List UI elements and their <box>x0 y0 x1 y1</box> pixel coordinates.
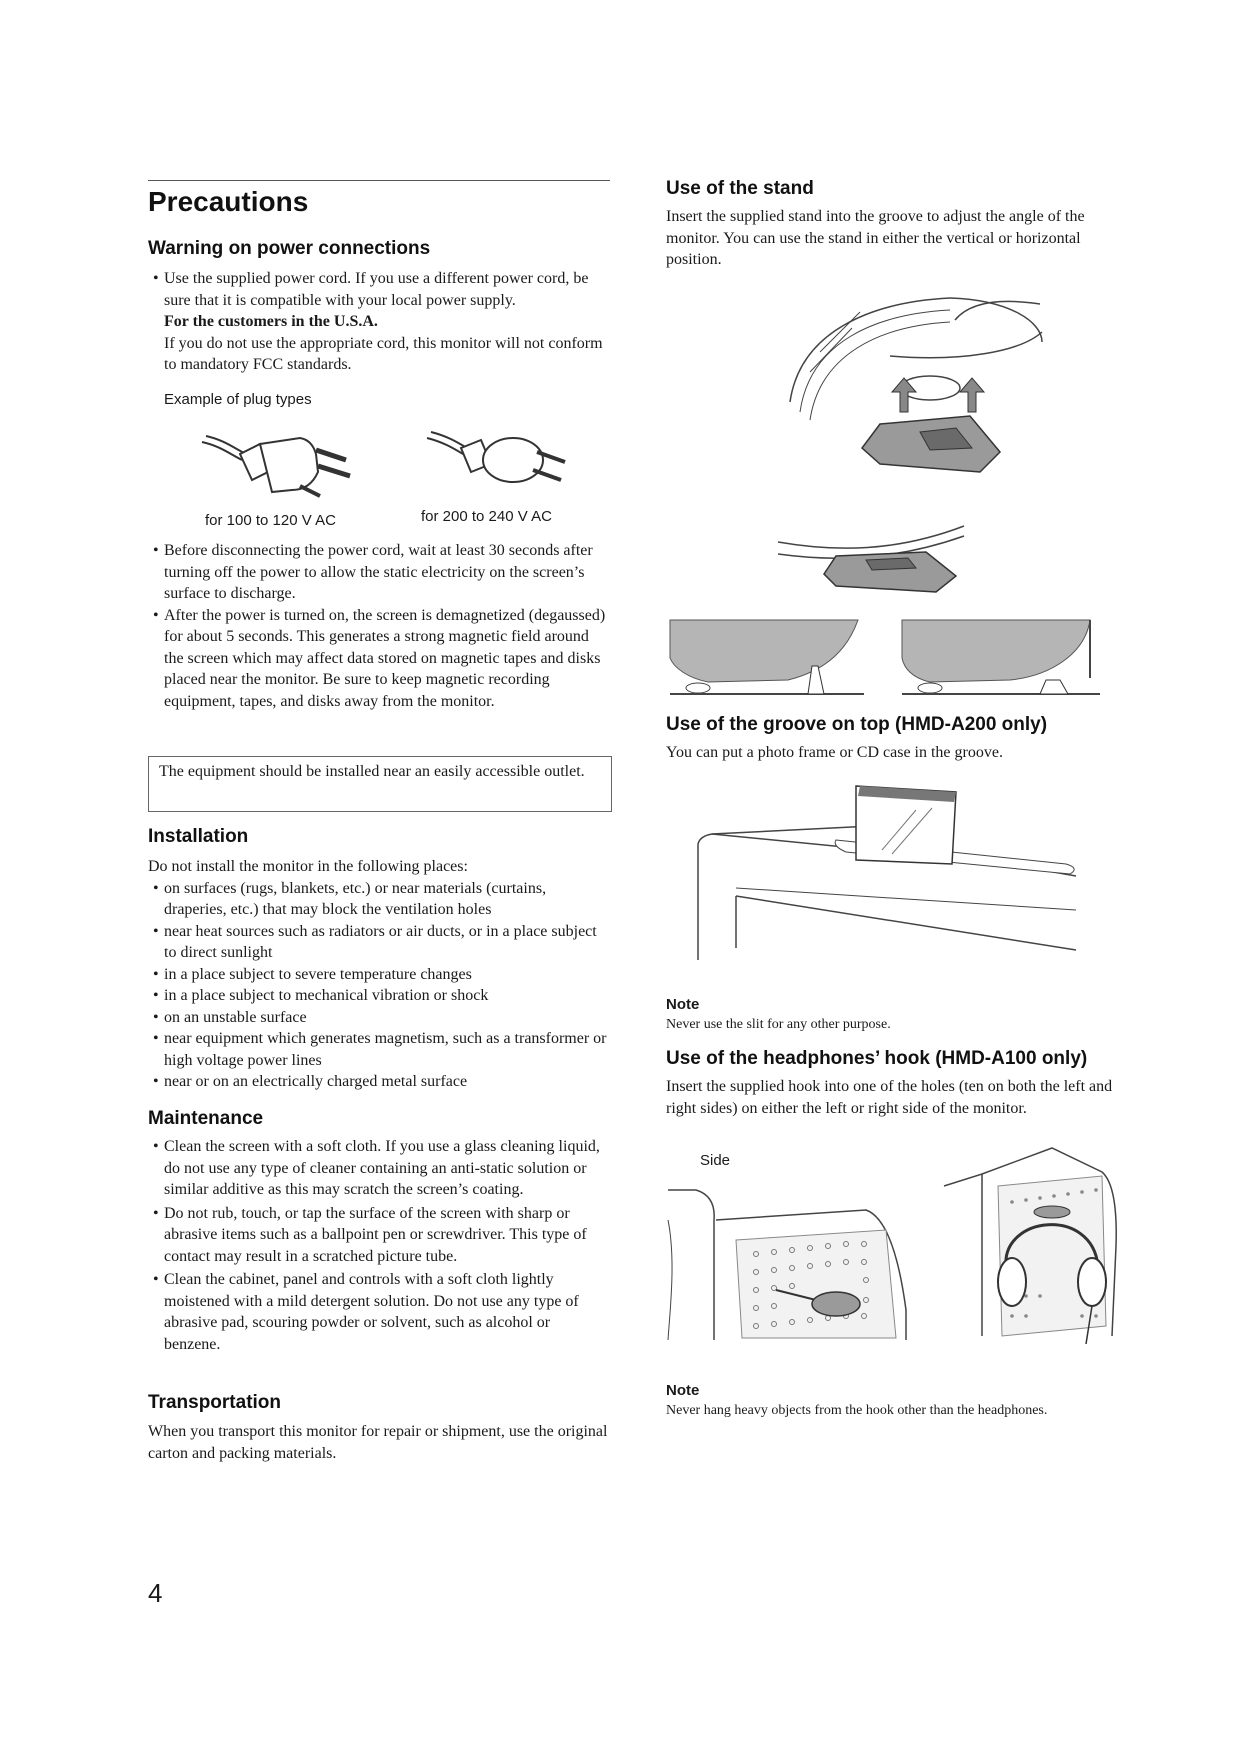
installation-intro: Do not install the monitor in the following places: <box>148 858 468 875</box>
maintenance-item: • Clean the cabinet, panel and controls with a soft cloth lightly moistened with a mild detergent solution. Do not use any type of abrasive pad, scouring powder or solvent, such as alcohol or benzene. <box>148 1269 610 1355</box>
warning-bullet-3: • After the power is turned on, the screen is demagnetized (degaussed) for about 5 seconds. This generates a strong magnetic field around the screen which may affect data stored on magnetic tapes and disks placed near the monitor. Be sure to keep magnetic recording equipment, tapes, and disks away from the monitor. <box>148 605 610 713</box>
stand-horizontal-illustration <box>900 618 1100 698</box>
hook-note-heading: Note <box>666 1382 700 1399</box>
maintenance-item: • Clean the screen with a soft cloth. If you use a glass cleaning liquid, do not use any type of cleaner containing an anti-static solution or similar additive as this may scratch the screen’s coating. <box>148 1136 610 1201</box>
installation-item: • near or on an electrically charged metal surface <box>148 1071 610 1093</box>
installation-heading: Installation <box>148 826 249 847</box>
warning-bullet-2: • Before disconnecting the power cord, wait at least 30 seconds after turning off the power to allow the static electricity on the screen’s surface to discharge. <box>148 540 610 605</box>
groove-illustration <box>696 780 1086 960</box>
hook-heading: Use of the headphones’ hook (HMD-A100 only) <box>666 1048 1088 1069</box>
stand-text: Insert the supplied stand into the groove to adjust the angle of the monitor. You can use the stand in either the vertical or horizontal position. <box>666 208 1085 268</box>
installation-item: • near equipment which generates magnetism, such as a transformer or high voltage power lines <box>148 1028 610 1071</box>
maintenance-heading: Maintenance <box>148 1108 264 1129</box>
hook-insert-illustration <box>666 1160 916 1340</box>
hook-text: Insert the supplied hook into one of the holes (ten on both the left and right sides) on either the left or right side of the monitor. <box>666 1078 1113 1117</box>
installation-item: • near heat sources such as radiators or air ducts, or in a place subject to direct sunlight <box>148 921 610 964</box>
usa-customers-label: For the customers in the U.S.A. <box>164 313 378 330</box>
warning-bullet-1: • Use the supplied power cord. If you use a different power cord, be sure that it is compatible with your local power supply. <box>148 268 610 311</box>
stand-vertical-illustration <box>668 618 868 698</box>
stand-insert-illustration <box>780 292 1070 482</box>
maintenance-item: • Do not rub, touch, or tap the surface of the screen with sharp or abrasive items such as a ballpoint pen or screwdriver. This type of contact may result in a scratched picture tube. <box>148 1203 610 1268</box>
groove-note-heading: Note <box>666 996 700 1013</box>
installation-item: • on surfaces (rugs, blankets, etc.) or near materials (curtains, draperies, etc.) that may block the ventilation holes <box>148 878 610 921</box>
boxed-note: The equipment should be installed near an easily accessible outlet. <box>148 756 612 812</box>
stand-heading: Use of the stand <box>666 178 814 199</box>
title-rule <box>148 180 610 181</box>
plug1-caption: for 100 to 120 V AC <box>205 512 336 529</box>
eu-plug-icon <box>425 432 575 497</box>
hook-note-text: Never hang heavy objects from the hook other than the headphones. <box>666 1403 1048 1418</box>
installation-item: • on an unstable surface <box>148 1007 610 1029</box>
warning-heading: Warning on power connections <box>148 238 431 259</box>
groove-text: You can put a photo frame or CD case in the groove. <box>666 744 1003 761</box>
transportation-text: When you transport this monitor for repair or shipment, use the original carton and packing materials. <box>148 1423 608 1462</box>
plug2-caption: for 200 to 240 V AC <box>421 508 552 525</box>
page-number: 4 <box>148 1578 163 1608</box>
installation-item: • in a place subject to severe temperature changes <box>148 964 610 986</box>
installation-section <box>148 856 610 1093</box>
headphones-hook-illustration <box>942 1146 1122 1346</box>
fcc-note: If you do not use the appropriate cord, this monitor will not conform to mandatory FCC standards. <box>164 334 603 373</box>
warning-section <box>148 268 610 376</box>
stand-attached-illustration <box>776 522 986 602</box>
groove-heading: Use of the groove on top (HMD-A200 only) <box>666 714 1048 735</box>
groove-note-text: Never use the slit for any other purpose. <box>666 1017 891 1032</box>
transportation-heading: Transportation <box>148 1392 282 1413</box>
page-title: Precautions <box>148 186 309 217</box>
warning-more <box>148 540 610 712</box>
side-label: Side <box>700 1152 731 1169</box>
example-label: Example of plug types <box>164 391 312 408</box>
us-plug-icon <box>200 432 360 502</box>
installation-item: • in a place subject to mechanical vibration or shock <box>148 985 610 1007</box>
maintenance-section <box>148 1136 610 1355</box>
